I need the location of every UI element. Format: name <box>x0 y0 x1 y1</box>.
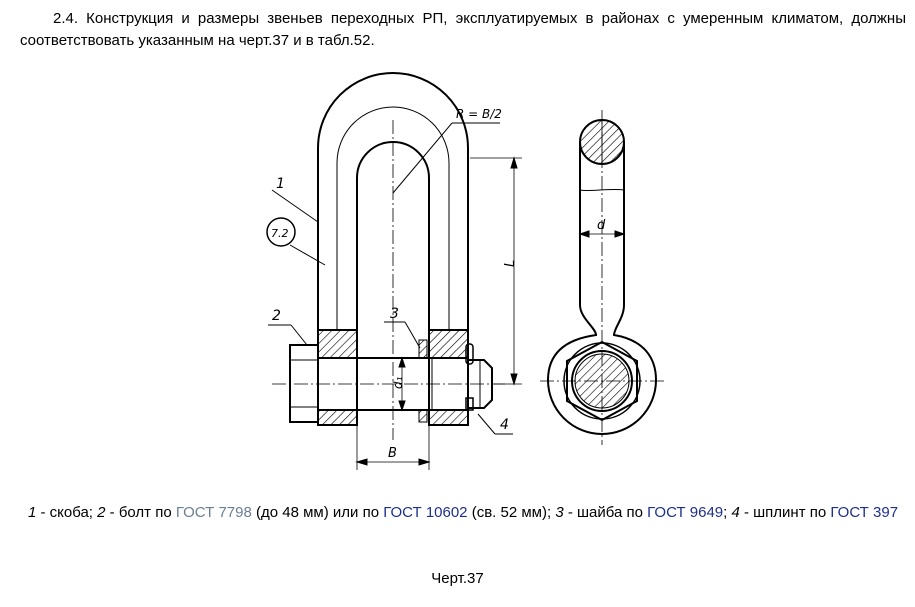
figure-caption <box>20 502 906 524</box>
link-gost-10602[interactable]: ГОСТ 10602 <box>383 504 468 521</box>
caption-text-6: ; <box>723 504 732 521</box>
caption-text-2: - болт по <box>105 504 176 521</box>
link-gost-9649[interactable]: ГОСТ 9649 <box>647 504 724 521</box>
label-radius: R = B/2 <box>456 107 502 121</box>
link-gost-397[interactable]: ГОСТ 397 <box>830 504 899 521</box>
paragraph-text: 2.4. Конструкция и размеры звеньев переходных РП, эксплуатируемых в районах с умеренным климатом, должны соответствовать указанным на черт.37 и в табл.52. <box>20 10 906 49</box>
caption-text-4: (св. 52 мм); <box>467 504 556 521</box>
caption-num-3: 3 <box>555 504 564 521</box>
caption-text-5: - шайба по <box>563 504 648 521</box>
label-dim-L: L <box>503 259 518 267</box>
label-dim-d1: d₁ <box>391 376 405 389</box>
caption-text-3: (до 48 мм) или по <box>251 504 384 521</box>
label-dim-d: d <box>597 218 606 233</box>
caption-num-1: 1 <box>27 504 37 521</box>
caption-num-4: 4 <box>731 504 740 521</box>
label-roughness: 7.2 <box>271 227 289 240</box>
caption-text-1: - скоба; <box>36 504 98 521</box>
label-dim-B: B <box>388 446 397 461</box>
caption-text-7: - шплинт по <box>739 504 831 521</box>
figure-title: Черт.37 <box>431 570 484 587</box>
label-item-3: 3 <box>390 306 399 322</box>
link-gost-7798[interactable]: ГОСТ 7798 <box>175 504 252 521</box>
label-item-4: 4 <box>500 417 509 433</box>
label-item-1: 1 <box>276 176 285 192</box>
label-item-2: 2 <box>272 308 281 324</box>
caption-num-2: 2 <box>97 504 106 521</box>
front-view <box>267 73 522 470</box>
side-view <box>540 110 665 445</box>
